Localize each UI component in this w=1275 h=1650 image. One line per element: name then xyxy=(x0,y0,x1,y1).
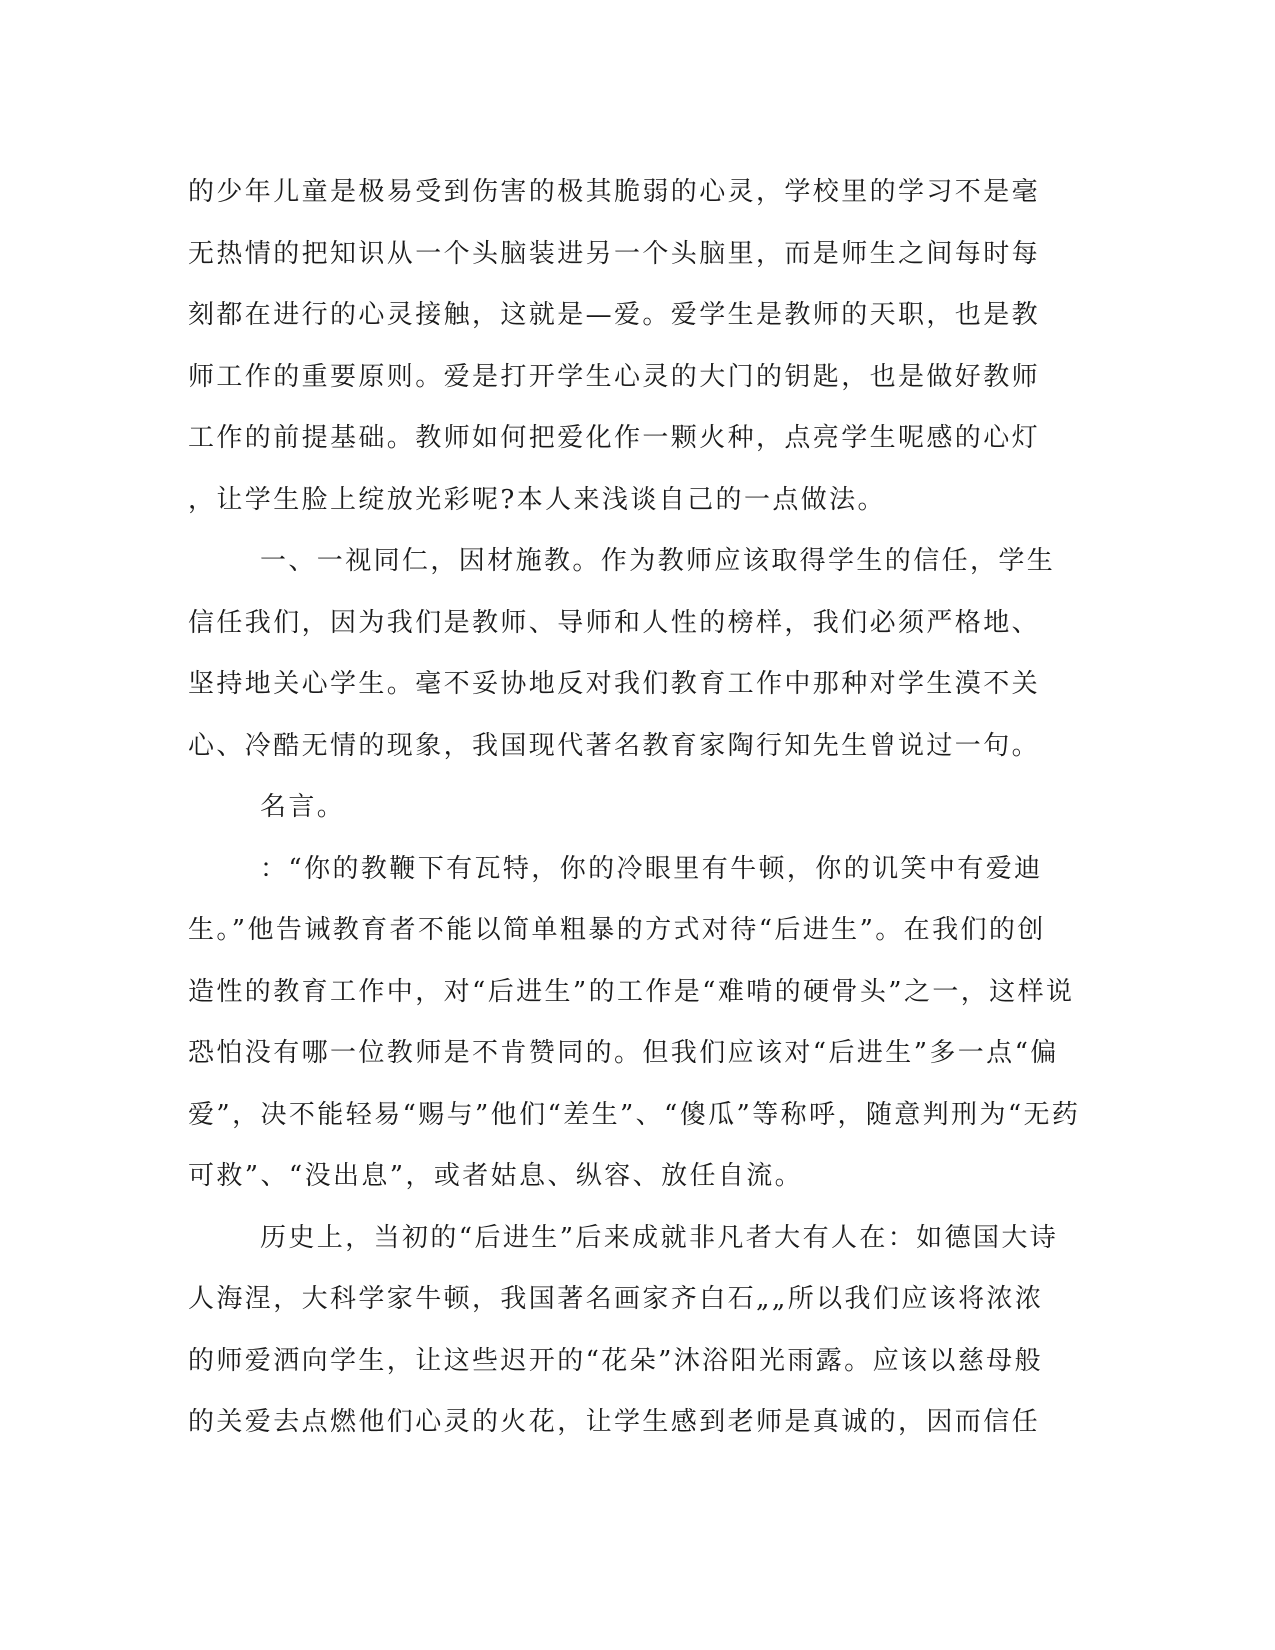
text-line: 造性的教育工作中，对“后进生”的工作是“难啃的硬骨头”之一，这样说 xyxy=(188,976,1075,1007)
paragraph-start-line: 历史上，当初的“后进生”后来成就非凡者大有人在：如德国大诗 xyxy=(260,1222,1059,1253)
text-line: 爱”，决不能轻易“赐与”他们“差生”、“傻瓜”等称呼，随意判刑为“无药 xyxy=(188,1099,1081,1130)
text-line: 信任我们，因为我们是教师、导师和人性的榜样，我们必须严格地、 xyxy=(188,607,1041,638)
text-line: 人海涅，大科学家牛顿，我国著名画家齐白石„„所以我们应该将浓浓 xyxy=(188,1284,1044,1314)
text-line: ，让学生脸上绽放光彩呢?本人来浅谈自己的一点做法。 xyxy=(188,484,886,515)
text-line: 刻都在进行的心灵接触，这就是—爱。爱学生是教师的天职，也是教 xyxy=(188,300,1041,330)
text-line: 坚持地关心学生。毫不妥协地反对我们教育工作中那种对学生漠不关 xyxy=(188,669,1041,699)
text-line: 的师爱洒向学生，让这些迟开的“花朵”沐浴阳光雨露。应该以慈母般 xyxy=(188,1345,1043,1376)
text-line: 生。”他告诫教育者不能以简单粗暴的方式对待“后进生”。在我们的创 xyxy=(188,915,1046,945)
body-text xyxy=(188,162,1088,1454)
text-line: 的关爱去点燃他们心灵的火花，让学生感到老师是真诚的，因而信任 xyxy=(188,1407,1041,1437)
text-line: 恐怕没有哪一位教师是不肯赞同的。但我们应该对“后进生”多一点“偏 xyxy=(188,1038,1059,1068)
text-line: 师工作的重要原则。爱是打开学生心灵的大门的钥匙，也是做好教师 xyxy=(188,361,1041,392)
paragraph-start-line: 名言。 xyxy=(260,792,346,822)
text-line: 可救”、“没出息”，或者姑息、纵容、放任自流。 xyxy=(188,1161,804,1191)
paragraph-start-line: ：“你的教鞭下有瓦特，你的冷眼里有牛顿，你的讥笑中有爱迪 xyxy=(260,853,1043,884)
paragraph-start-line: 一、一视同仁，因材施教。作为教师应该取得学生的信任，学生 xyxy=(260,546,1056,576)
text-line: 的少年儿童是极易受到伤害的极其脆弱的心灵，学校里的学习不是毫 xyxy=(188,177,1041,207)
text-line: 无热情的把知识从一个头脑装进另一个头脑里，而是师生之间每时每 xyxy=(188,238,1041,269)
text-line: 心、冷酷无情的现象，我国现代著名教育家陶行知先生曾说过一句。 xyxy=(188,730,1041,761)
text-line: 工作的前提基础。教师如何把爱化作一颗火种，点亮学生呢感的心灯 xyxy=(188,423,1041,453)
